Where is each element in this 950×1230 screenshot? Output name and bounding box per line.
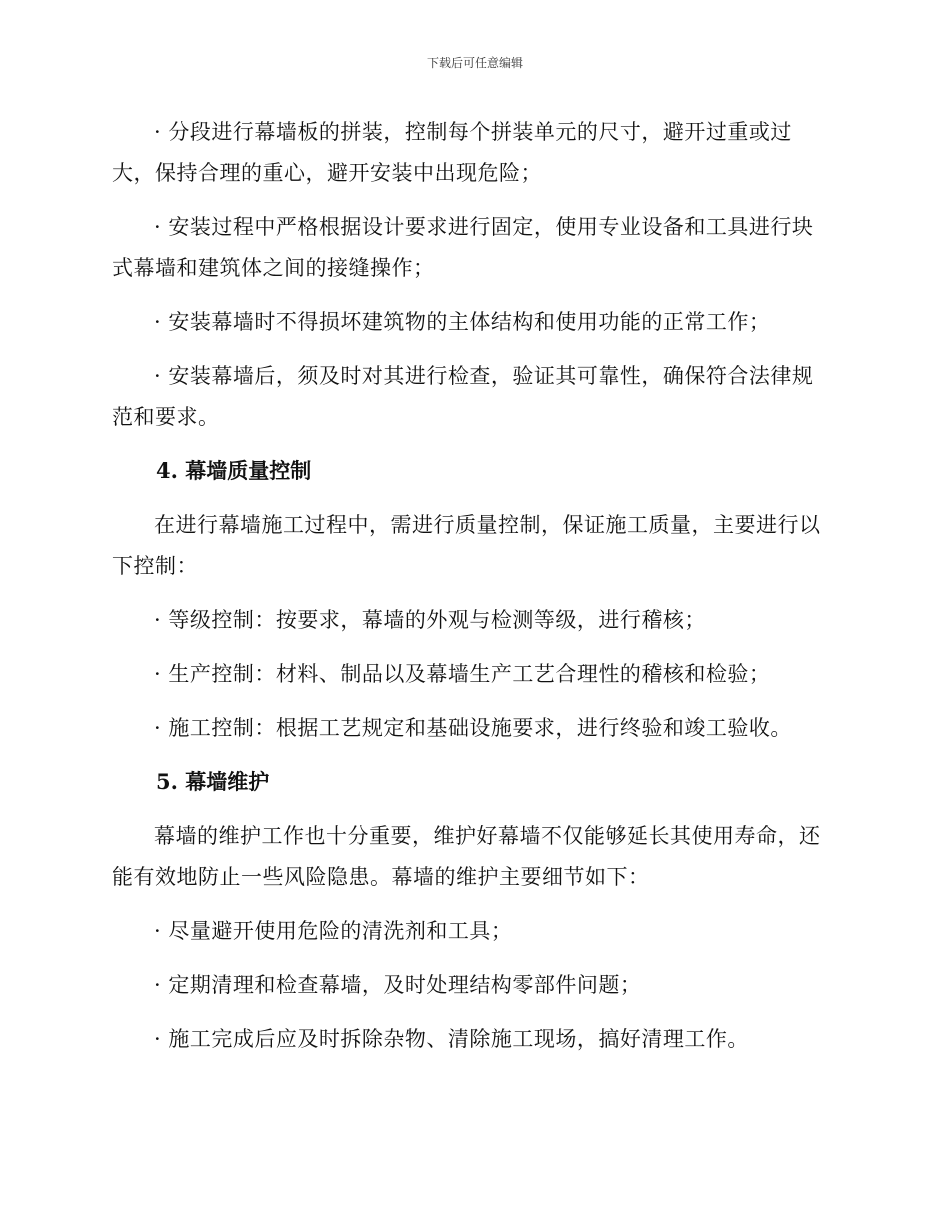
section-heading: 5. 幕墙维护 [156, 769, 270, 794]
header-note: 下载后可任意编辑 [426, 56, 523, 70]
bullet-paragraph: · 安装幕墙时不得损坏建筑物的主体结构和使用功能的正常工作； [154, 310, 771, 334]
bullet-paragraph: · 尽量避开使用危险的清洗剂和工具； [154, 919, 513, 943]
bullet-paragraph: · 等级控制：按要求，幕墙的外观与检测等级，进行稽核； [154, 608, 706, 632]
bullet-paragraph: · 安装过程中严格根据设计要求进行固定，使用专业设备和工具进行块式幕墙和建筑体之间的接缝操作； [112, 215, 814, 280]
bullet-paragraph: · 生产控制：材料、制品以及幕墙生产工艺合理性的稽核和检验； [154, 662, 771, 686]
bullet-paragraph: · 安装幕墙后，须及时对其进行检查，验证其可靠性，确保符合法律规范和要求。 [112, 364, 814, 429]
body-paragraph: 幕墙的维护工作也十分重要，维护好幕墙不仅能够延长其使用寿命，还能有效地防止一些风险隐患。幕墙的维护主要细节如下： [112, 824, 821, 889]
bullet-paragraph: · 施工完成后应及时拆除杂物、清除施工现场，搞好清理工作。 [154, 1027, 749, 1051]
bullet-paragraph: · 定期清理和检查幕墙，及时处理结构零部件问题； [154, 973, 642, 997]
body-paragraph: 在进行幕墙施工过程中，需进行质量控制，保证施工质量，主要进行以下控制： [112, 513, 821, 578]
bullet-paragraph: · 分段进行幕墙板的拼装，控制每个拼装单元的尺寸，避开过重或过大，保持合理的重心，避开安装中出现危险； [112, 120, 792, 185]
document-body [112, 112, 832, 1073]
section-heading: 4. 幕墙质量控制 [156, 458, 312, 483]
bullet-paragraph: · 施工控制：根据工艺规定和基础设施要求，进行终验和竣工验收。 [154, 716, 792, 740]
